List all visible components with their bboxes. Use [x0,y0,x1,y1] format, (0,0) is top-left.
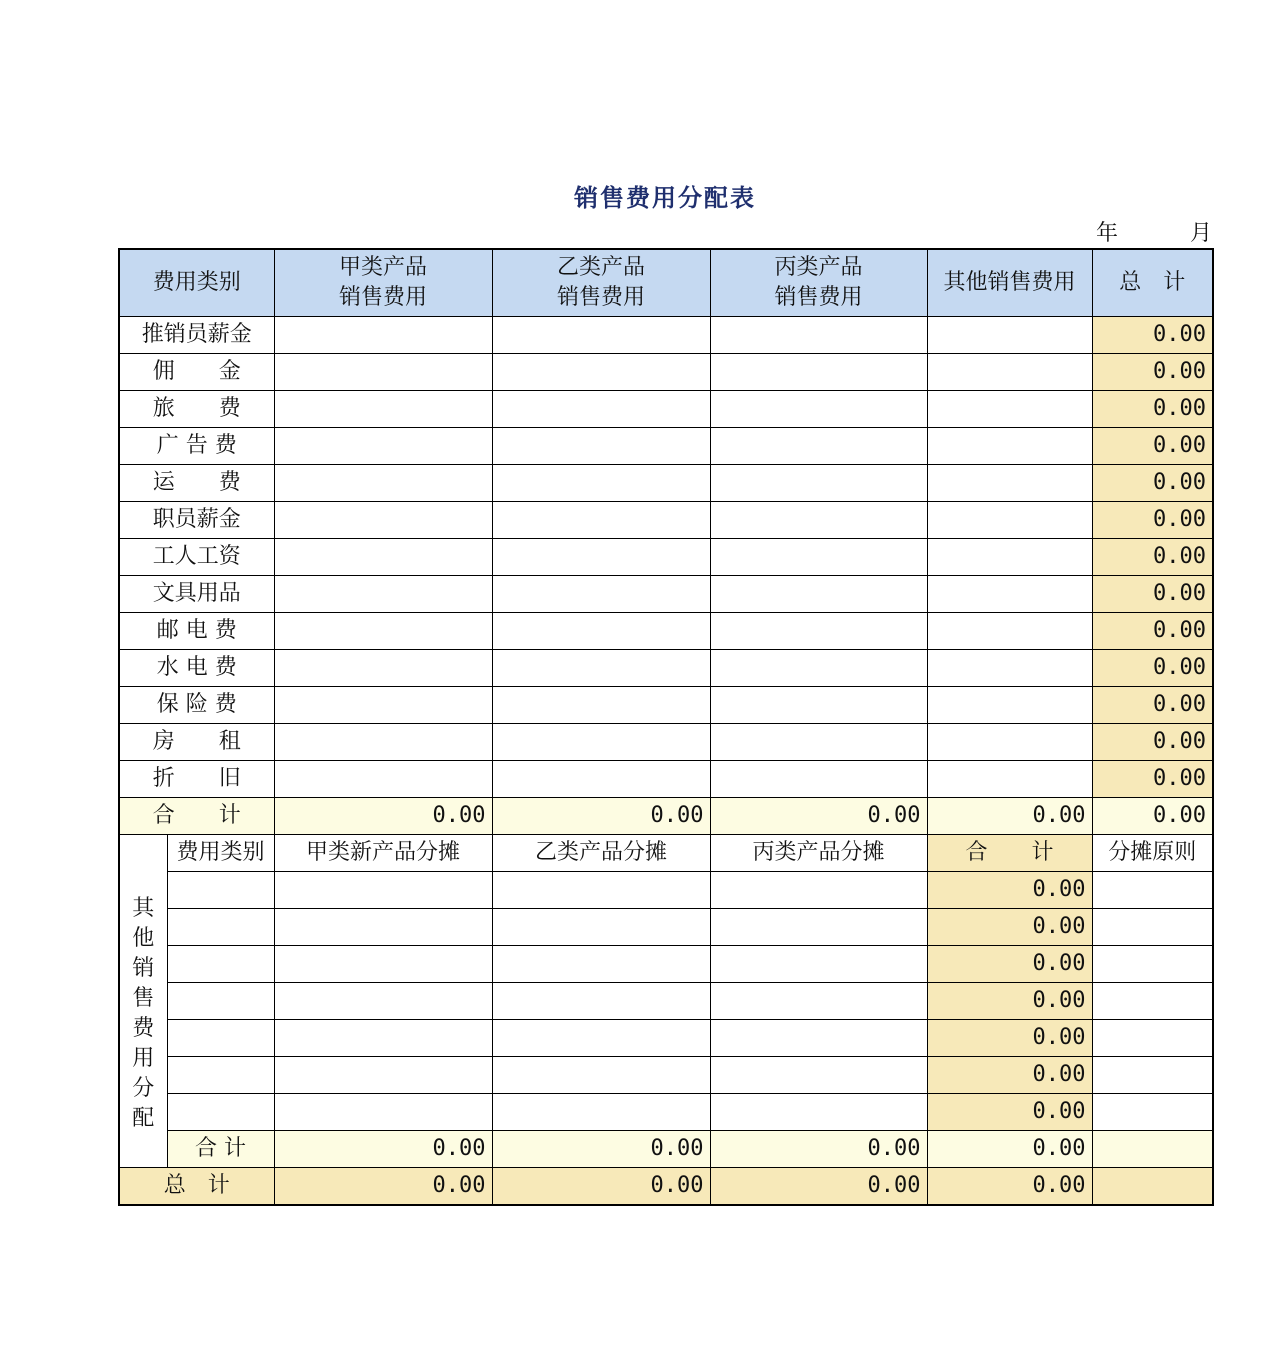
grand-total-empty [1092,1168,1213,1206]
expense-label: 职员薪金 [119,502,274,539]
expense-label: 房 租 [119,724,274,761]
cell-b[interactable] [492,576,710,613]
alloc-rule[interactable] [1092,1094,1213,1131]
expense-label: 文具用品 [119,576,274,613]
side-char: 销 [132,956,155,981]
expense-row [119,576,1213,613]
alloc-row [119,1020,1213,1057]
subtotal-a: 0.00 [274,798,492,835]
alloc-sum-row [119,1131,1213,1168]
alloc-b[interactable] [492,983,710,1020]
row-total: 0.00 [1092,761,1213,798]
row-total: 0.00 [1092,317,1213,354]
cell-other[interactable] [927,576,1092,613]
subtotal-total: 0.00 [1092,798,1213,835]
alloc-rule[interactable] [1092,909,1213,946]
month-label: 月 [1189,221,1212,246]
alloc-header-rule: 分摊原则 [1092,835,1213,872]
grand-total-row [119,1168,1213,1206]
cell-c[interactable] [710,465,927,502]
expense-allocation-table [118,248,1214,1206]
cell-c[interactable] [710,428,927,465]
header-category: 费用类别 [119,249,274,317]
expense-row [119,687,1213,724]
expense-label: 广 告 费 [119,428,274,465]
subtotal-b: 0.00 [492,798,710,835]
alloc-c[interactable] [710,1020,927,1057]
year-label: 年 [1096,221,1119,246]
alloc-header-category: 费用类别 [167,835,274,872]
side-char: 用 [132,1046,155,1071]
cell-b[interactable] [492,465,710,502]
subtotal-label: 合 计 [119,798,274,835]
grand-total-a: 0.00 [274,1168,492,1206]
page-title: 销售费用分配表 [574,184,756,212]
alloc-sum-a: 0.00 [274,1131,492,1168]
alloc-sum-c: 0.00 [710,1131,927,1168]
alloc-c[interactable] [710,872,927,909]
cell-a[interactable] [274,428,492,465]
cell-a[interactable] [274,687,492,724]
header-col-b-line2: 销售费用 [557,285,646,310]
cell-other[interactable] [927,650,1092,687]
alloc-side-label [119,835,167,1168]
cell-a[interactable] [274,354,492,391]
expense-row [119,613,1213,650]
alloc-rule[interactable] [1092,872,1213,909]
cell-a[interactable] [274,465,492,502]
cell-other[interactable] [927,724,1092,761]
expense-row [119,354,1213,391]
alloc-sum-rule [1092,1131,1213,1168]
alloc-b[interactable] [492,1020,710,1057]
cell-other[interactable] [927,613,1092,650]
side-char: 其 [132,896,155,921]
expense-row [119,465,1213,502]
cell-a[interactable] [274,613,492,650]
cell-other[interactable] [927,502,1092,539]
header-col-b-line1: 乙类产品 [557,255,646,280]
date-line [1096,216,1212,247]
cell-c[interactable] [710,761,927,798]
alloc-category[interactable] [167,1057,274,1094]
cell-b[interactable] [492,502,710,539]
header-col-c-line1: 丙类产品 [774,255,863,280]
cell-a[interactable] [274,650,492,687]
alloc-header-c: 丙类产品分摊 [710,835,927,872]
cell-b[interactable] [492,391,710,428]
header-col-other: 其他销售费用 [927,249,1092,317]
expense-label: 邮 电 费 [119,613,274,650]
expense-label: 旅 费 [119,391,274,428]
alloc-b[interactable] [492,1094,710,1131]
expense-row [119,724,1213,761]
cell-a[interactable] [274,391,492,428]
cell-other[interactable] [927,391,1092,428]
cell-c[interactable] [710,354,927,391]
alloc-row [119,909,1213,946]
cell-c[interactable] [710,576,927,613]
alloc-c[interactable] [710,1094,927,1131]
expense-label: 推销员薪金 [119,317,274,354]
cell-other[interactable] [927,354,1092,391]
alloc-total: 0.00 [927,1020,1092,1057]
alloc-c[interactable] [710,983,927,1020]
row-total: 0.00 [1092,428,1213,465]
side-char: 分 [132,1076,155,1101]
alloc-rule[interactable] [1092,983,1213,1020]
row-total: 0.00 [1092,687,1213,724]
cell-other[interactable] [927,465,1092,502]
header-col-c [710,249,927,317]
cell-b[interactable] [492,539,710,576]
alloc-total: 0.00 [927,1057,1092,1094]
alloc-a[interactable] [274,983,492,1020]
grand-total-label: 总 计 [119,1168,274,1206]
row-total: 0.00 [1092,650,1213,687]
cell-c[interactable] [710,650,927,687]
row-total: 0.00 [1092,502,1213,539]
cell-b[interactable] [492,613,710,650]
alloc-a[interactable] [274,872,492,909]
row-total: 0.00 [1092,576,1213,613]
cell-b[interactable] [492,650,710,687]
alloc-category[interactable] [167,909,274,946]
alloc-total: 0.00 [927,909,1092,946]
alloc-sum-b: 0.00 [492,1131,710,1168]
expense-row [119,650,1213,687]
alloc-header-b: 乙类产品分摊 [492,835,710,872]
alloc-c[interactable] [710,1057,927,1094]
alloc-total: 0.00 [927,1094,1092,1131]
alloc-row [119,1094,1213,1131]
alloc-a[interactable] [274,1057,492,1094]
alloc-category[interactable] [167,983,274,1020]
expense-label: 工人工资 [119,539,274,576]
alloc-total: 0.00 [927,872,1092,909]
cell-c[interactable] [710,539,927,576]
row-total: 0.00 [1092,391,1213,428]
cell-a[interactable] [274,502,492,539]
cell-c[interactable] [710,317,927,354]
alloc-b[interactable] [492,872,710,909]
cell-b[interactable] [492,428,710,465]
alloc-rule[interactable] [1092,1020,1213,1057]
alloc-header-a: 甲类新产品分摊 [274,835,492,872]
alloc-category[interactable] [167,946,274,983]
side-char: 配 [132,1106,155,1131]
side-char: 售 [132,986,155,1011]
cell-a[interactable] [274,576,492,613]
cell-b[interactable] [492,317,710,354]
header-col-c-line2: 销售费用 [774,285,863,310]
alloc-c[interactable] [710,909,927,946]
expense-label: 佣 金 [119,354,274,391]
cell-other[interactable] [927,539,1092,576]
alloc-total: 0.00 [927,983,1092,1020]
alloc-a[interactable] [274,1094,492,1131]
subtotal-other: 0.00 [927,798,1092,835]
alloc-sum-total: 0.00 [927,1131,1092,1168]
grand-total-c: 0.00 [710,1168,927,1206]
alloc-total: 0.00 [927,946,1092,983]
header-col-b [492,249,710,317]
row-total: 0.00 [1092,465,1213,502]
cell-b[interactable] [492,687,710,724]
header-col-a [274,249,492,317]
header-row [119,249,1213,317]
alloc-category[interactable] [167,1020,274,1057]
cell-a[interactable] [274,724,492,761]
expense-row [119,539,1213,576]
cell-other[interactable] [927,317,1092,354]
expense-row [119,317,1213,354]
row-total: 0.00 [1092,539,1213,576]
expense-label: 折 旧 [119,761,274,798]
expense-row [119,502,1213,539]
cell-other[interactable] [927,687,1092,724]
expense-row [119,391,1213,428]
cell-c[interactable] [710,724,927,761]
row-total: 0.00 [1092,724,1213,761]
alloc-a[interactable] [274,909,492,946]
side-char: 费 [132,1016,155,1041]
cell-c[interactable] [710,502,927,539]
cell-other[interactable] [927,428,1092,465]
row-total: 0.00 [1092,354,1213,391]
row-total: 0.00 [1092,613,1213,650]
alloc-category[interactable] [167,872,274,909]
alloc-category[interactable] [167,1094,274,1131]
header-col-a-line1: 甲类产品 [339,255,428,280]
cell-b[interactable] [492,724,710,761]
header-col-total: 总 计 [1092,249,1213,317]
alloc-rule[interactable] [1092,1057,1213,1094]
cell-b[interactable] [492,761,710,798]
alloc-a[interactable] [274,946,492,983]
subtotal-row [119,798,1213,835]
expense-label: 水 电 费 [119,650,274,687]
alloc-row [119,1057,1213,1094]
grand-total-total: 0.00 [927,1168,1092,1206]
alloc-header-total: 合 计 [927,835,1092,872]
side-char: 他 [132,926,155,951]
cell-c[interactable] [710,613,927,650]
cell-b[interactable] [492,354,710,391]
alloc-a[interactable] [274,1020,492,1057]
alloc-row [119,983,1213,1020]
subtotal-c: 0.00 [710,798,927,835]
alloc-row [119,872,1213,909]
cell-other[interactable] [927,761,1092,798]
header-col-a-line2: 销售费用 [339,285,428,310]
alloc-b[interactable] [492,909,710,946]
expense-row [119,761,1213,798]
expense-row [119,428,1213,465]
grand-total-b: 0.00 [492,1168,710,1206]
alloc-rule[interactable] [1092,946,1213,983]
cell-a[interactable] [274,317,492,354]
cell-a[interactable] [274,761,492,798]
expense-label: 运 费 [119,465,274,502]
cell-c[interactable] [710,687,927,724]
alloc-c[interactable] [710,946,927,983]
expense-label: 保 险 费 [119,687,274,724]
cell-a[interactable] [274,539,492,576]
alloc-sum-label: 合 计 [167,1131,274,1168]
alloc-b[interactable] [492,1057,710,1094]
alloc-b[interactable] [492,946,710,983]
alloc-row [119,946,1213,983]
cell-c[interactable] [710,391,927,428]
alloc-header-row [119,835,1213,872]
